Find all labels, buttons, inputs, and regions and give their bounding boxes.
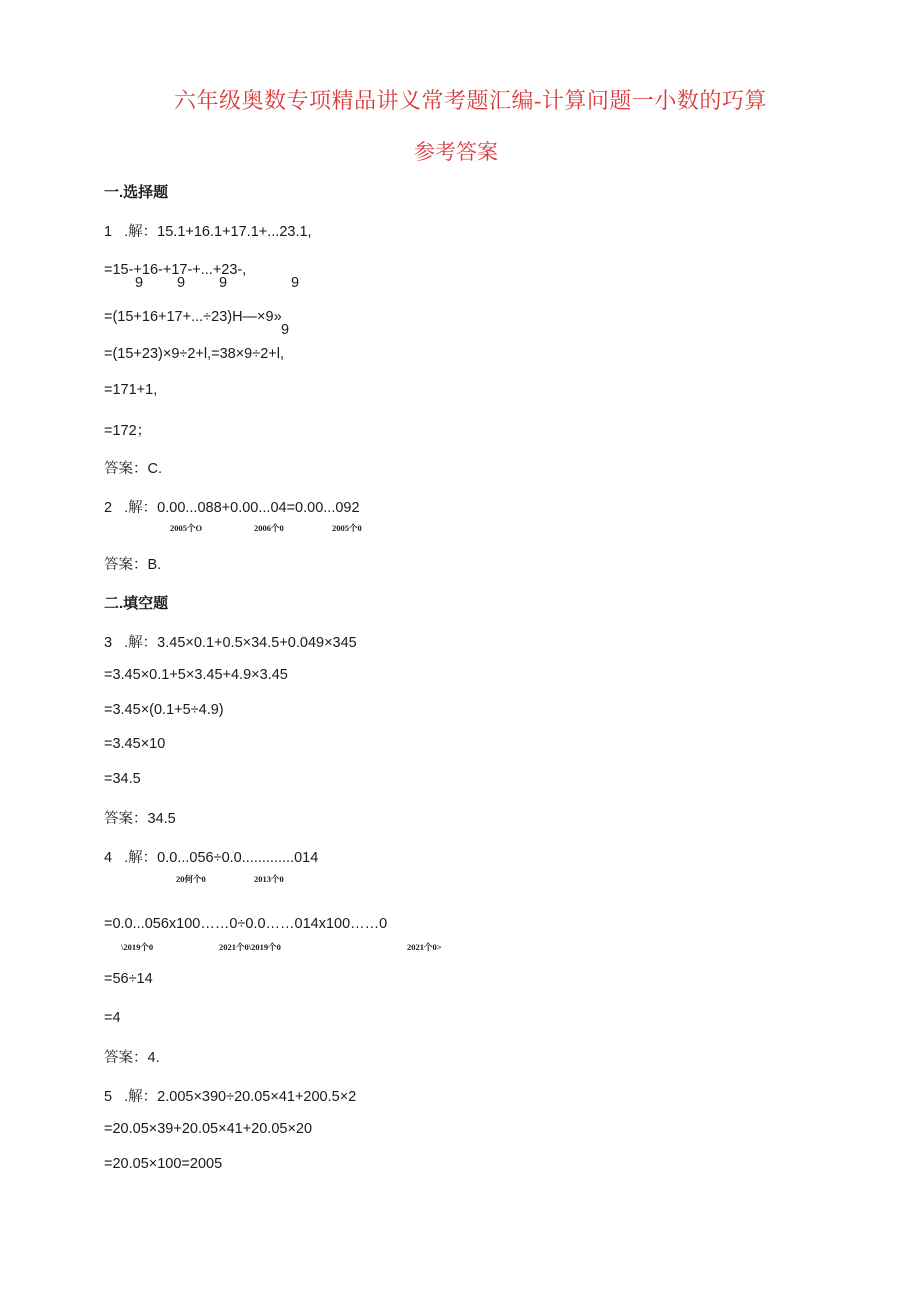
- q2-answer: 答案：B.: [104, 557, 162, 573]
- q3-step-5: =34.5: [104, 771, 141, 787]
- section-heading-fill-in: 二.填空题: [104, 595, 169, 612]
- q1-step-2-denominator: 9: [177, 275, 186, 291]
- q3-step-3: =3.45×(0.1+5÷4.9): [104, 702, 224, 718]
- q5-step-3: =20.05×100=2005: [104, 1156, 223, 1172]
- q3-step-4: =3.45×10: [104, 736, 166, 752]
- q4-step-3: =56÷14: [104, 971, 153, 987]
- q1-step-3: =(15+16+17+...÷23)H—×9»: [104, 309, 282, 325]
- q4-note: 2013个0: [254, 874, 284, 884]
- q4-note: 2021个0>: [407, 942, 442, 952]
- page-subtitle: 参考答案: [414, 140, 498, 164]
- q4-step-4: =4: [104, 1010, 121, 1026]
- q1-step-2-denominator: 9: [291, 275, 300, 291]
- q1-step-2: =15-+16-+17-+...+23-,: [104, 262, 247, 278]
- q3-answer: 答案：34.5: [104, 811, 176, 827]
- q4-lead: 4 .解：0.0...056÷0.0.............014: [104, 850, 319, 866]
- q2-note: 2005个0: [332, 523, 362, 533]
- q3-lead: 3 .解：3.45×0.1+0.5×34.5+0.049×345: [104, 635, 357, 651]
- q4-step-2: =0.0...056x100……0÷0.0……014x100……0: [104, 916, 388, 932]
- q2-lead: 2 .解：0.00...088+0.00...04=0.00...092: [104, 500, 360, 516]
- q2-note: 2006个0: [254, 523, 284, 533]
- q1-step-4: =(15+23)×9÷2+l,=38×9÷2+l,: [104, 346, 284, 362]
- q1-step-3-denominator: 9: [281, 322, 290, 338]
- section-heading-choice: 一.选择题: [104, 184, 169, 201]
- q1-step-2-denominator: 9: [135, 275, 144, 291]
- q1-step-2-denominator: 9: [219, 275, 228, 291]
- q5-step-2: =20.05×39+20.05×41+20.05×20: [104, 1121, 313, 1137]
- page-title: 六年级奥数专项精品讲义常考题汇编-计算问题一小数的巧算: [174, 88, 767, 113]
- q1-step-6: =172；: [104, 423, 152, 439]
- q1-lead: 1 .解：15.1+16.1+17.1+...23.1,: [104, 224, 312, 240]
- q4-answer: 答案：4.: [104, 1050, 160, 1066]
- q4-note: 20何个0: [176, 874, 206, 884]
- q2-note: 2005个O: [170, 523, 203, 533]
- q4-note: 2021个0\2019个0: [219, 942, 281, 952]
- q3-step-2: =3.45×0.1+5×3.45+4.9×3.45: [104, 667, 288, 683]
- q5-lead: 5 .解：2.005×390÷20.05×41+200.5×2: [104, 1089, 357, 1105]
- q4-note: \2019个0: [121, 942, 154, 952]
- q1-answer: 答案：C.: [104, 461, 162, 477]
- q1-step-5: =171+1,: [104, 382, 158, 398]
